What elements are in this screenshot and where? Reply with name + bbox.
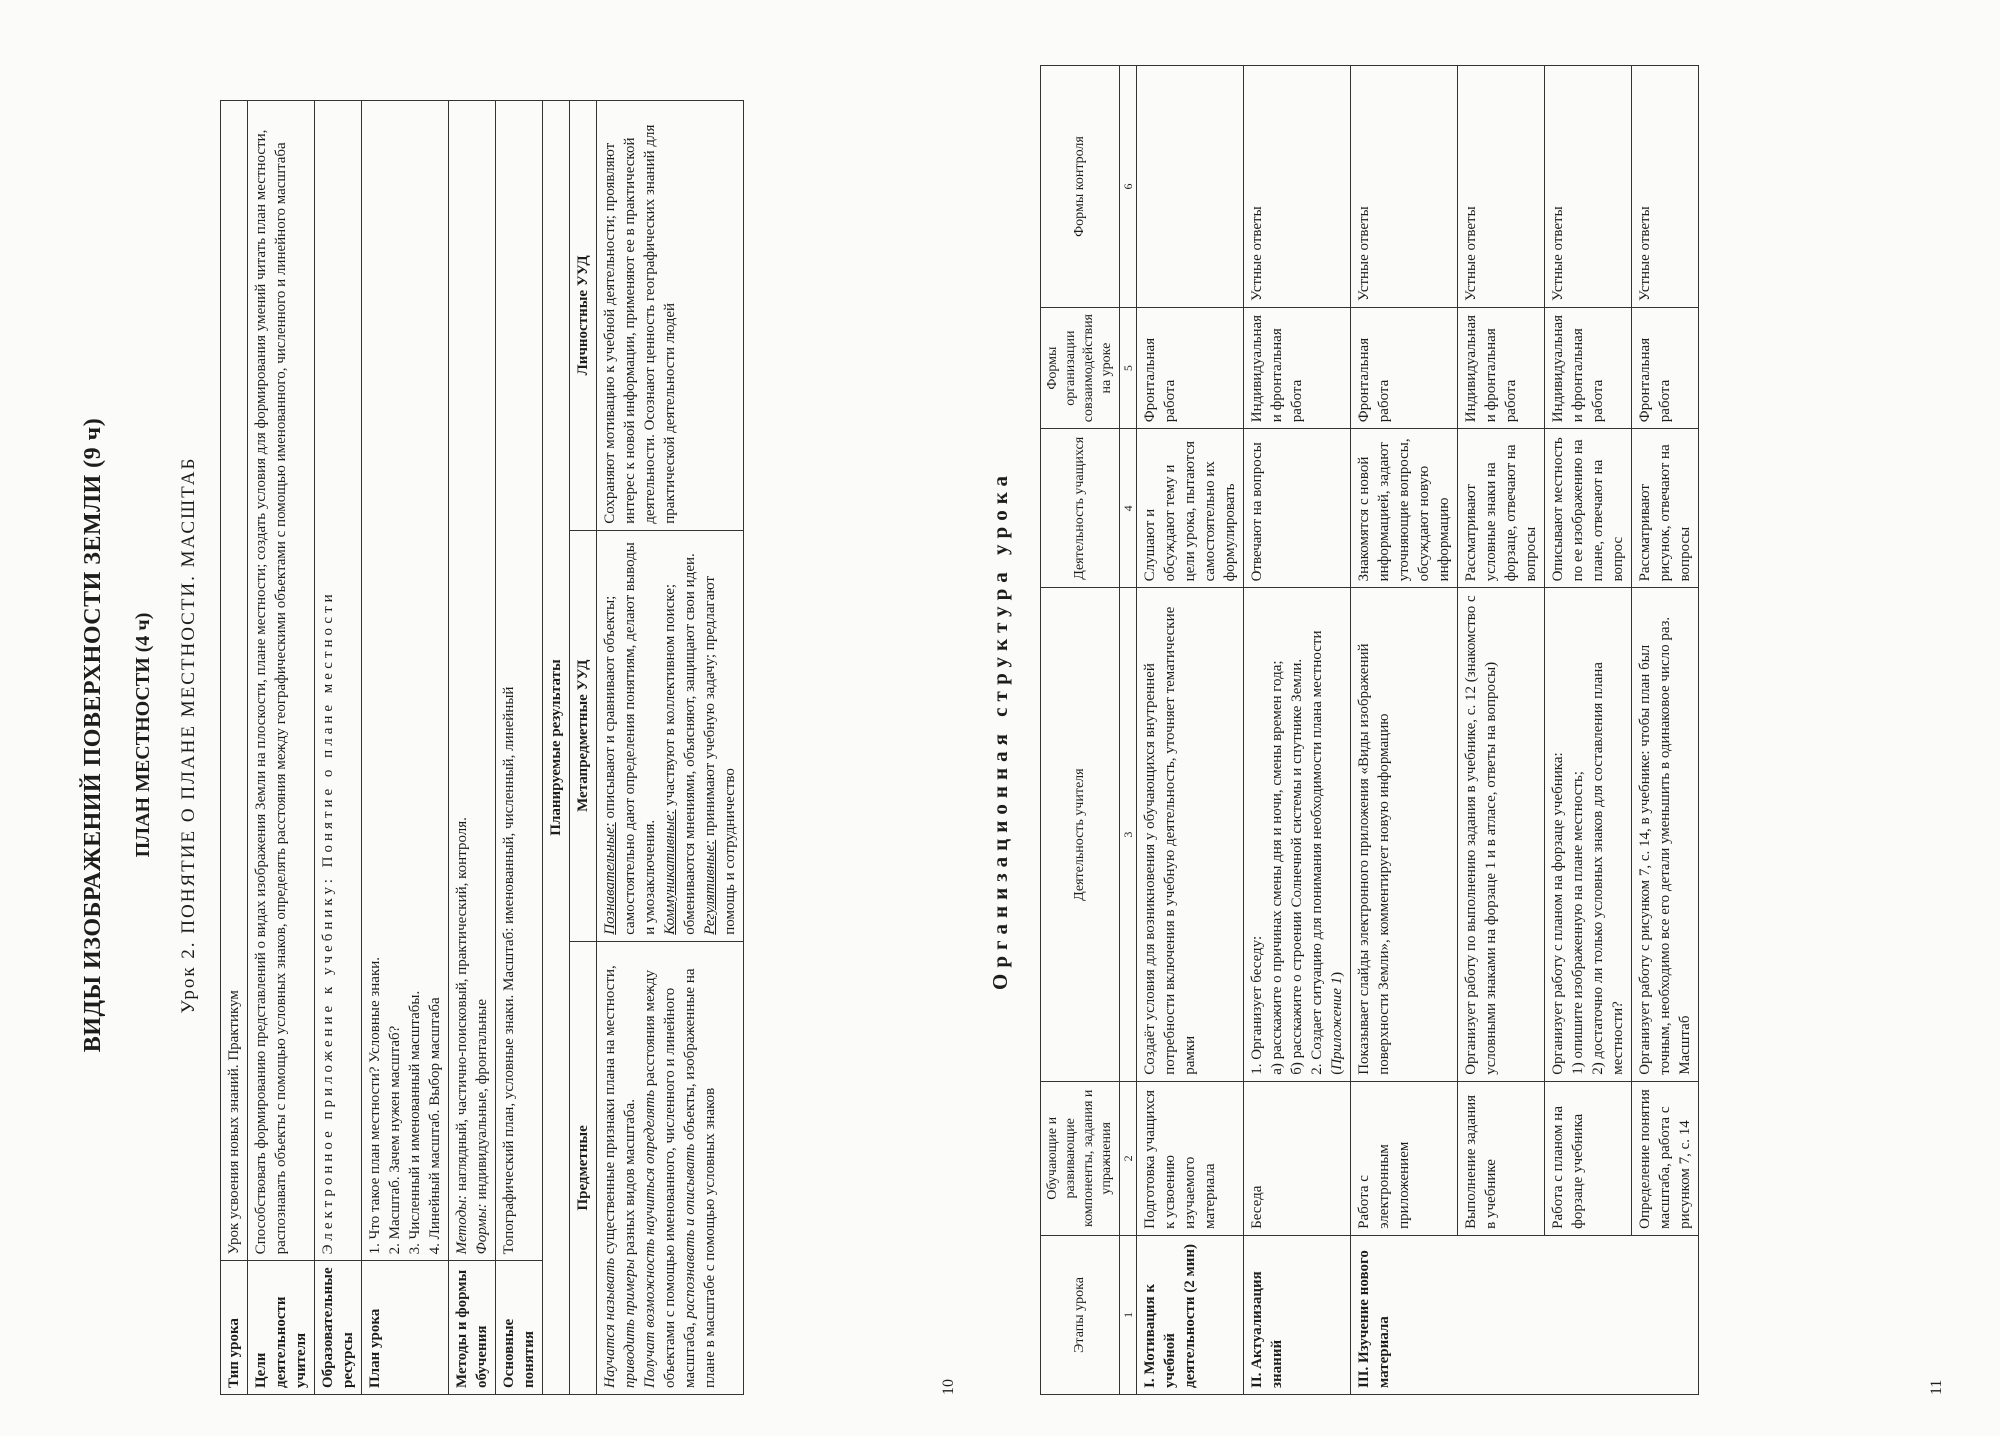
stage-cell: III. Изучение нового материала: [1351, 1235, 1699, 1394]
table-row: [597, 101, 744, 1395]
italic-text: Получат возможность научиться определять: [642, 1089, 658, 1388]
students-cell: Рассматривают рисунок, отвечают на вопросы: [1632, 429, 1699, 588]
lesson-plan: [362, 101, 449, 1261]
forms-cell: Фронтальная работа: [1137, 308, 1244, 429]
table-row: [449, 101, 496, 1395]
row-value: [449, 101, 496, 1261]
forms-cell: Индивидуальная и фронтальная работа: [1244, 308, 1351, 429]
plan-item: 3. Численный и именованный масштабы.: [407, 990, 423, 1255]
text: объекты, изображенные на плане в масштабе с помощью условных знаков: [682, 968, 718, 1388]
table-row: [362, 101, 449, 1395]
component-cell: Беседа: [1244, 1081, 1351, 1235]
text: ): [1329, 971, 1345, 977]
plan-item: 1. Что такое план местности? Условные знаки.: [367, 956, 383, 1255]
page-number: 10: [940, 1379, 957, 1395]
component-cell: Подготовка учащихся к усвоению изучаемого материала: [1137, 1081, 1244, 1235]
text: участвуют в коллективном поиске; обмениваются мнениями, объясняют, защищают свои идеи.: [662, 553, 698, 935]
col-subject-header: Предметные: [570, 941, 597, 1394]
header-number-row: [1120, 66, 1137, 1395]
header-cell: Обучающие и развивающие компоненты, задания и упражнения: [1041, 1081, 1120, 1235]
students-cell: Описывают местность по ее изображению на плане, отвечают на вопрос: [1545, 429, 1632, 588]
row-label: Цели деятельности учителя: [248, 1261, 315, 1395]
students-cell: Знакомятся с новой информацией, задают уточняющие вопросы, обсуждают новую информацию: [1351, 429, 1458, 588]
control-cell: Устные ответы: [1632, 66, 1699, 308]
lesson-title: Урок 2. ПОНЯТИЕ О ПЛАНЕ МЕСТНОСТИ. МАСШТАБ: [178, 456, 199, 1014]
header-number: 1: [1120, 1235, 1137, 1394]
row-label: Образовательные ресурсы: [315, 1261, 362, 1395]
teacher-line: 1. Организует беседу:: [1249, 935, 1265, 1075]
forms-cell: Индивидуальная и фронтальная работа: [1458, 308, 1545, 429]
chapter-title: ВИДЫ ИЗОБРАЖЕНИЙ ПОВЕРХНОСТИ ЗЕМЛИ (9 ч): [80, 417, 106, 1053]
teacher-line: 2) достаточно ли только условных знаков для составления плана местности?: [1590, 662, 1626, 1075]
meta-results: [597, 530, 744, 941]
italic-text: Научатся называть: [602, 1257, 618, 1388]
header-cell: Деятельность учащихся: [1041, 429, 1120, 588]
component-cell: Работа с планом на форзаце учебника: [1545, 1081, 1632, 1235]
row-label: Тип урока: [221, 1261, 248, 1395]
header-cell: Деятельность учителя: [1041, 588, 1120, 1081]
italic-text: Познавательные:: [602, 822, 618, 935]
row-label: Методы и формы обучения: [449, 1261, 496, 1395]
plan-item: 4. Линейный масштаб. Выбор масштаба: [427, 997, 443, 1255]
teacher-cell: Организует работу по выполнению задания в учебнике, с. 12 (знакомство с условными знаками на форзаце 1 и в атласе, ответы на вопросы): [1458, 588, 1545, 1081]
teacher-cell: Показывает слайды электронного приложения «Виды изображений поверхности Земли», комментирует новую информацию: [1351, 588, 1458, 1081]
table-row: [543, 101, 570, 1395]
results-header: Планируемые результаты: [543, 101, 570, 1395]
table-row: [248, 101, 315, 1395]
teacher-cell: Создаёт условия для возникновения у обучающихся внутренней потребности включения в учебную деятельность, уточняет тематические рамки: [1137, 588, 1244, 1081]
component-cell: Выполнение задания в учебнике: [1458, 1081, 1545, 1235]
teacher-line: б) расскажите о строении Солнечной системы и спутнике Земли.: [1289, 658, 1305, 1075]
students-cell: Отвечают на вопросы: [1244, 429, 1351, 588]
row-value: Электронное приложение к учебнику: Понятие о плане местности: [315, 101, 362, 1261]
teacher-line: Организует работу с планом на форзаце учебника:: [1550, 752, 1566, 1075]
italic-text: распознавать и описывать: [682, 1143, 698, 1319]
header-number: 4: [1120, 429, 1137, 588]
text: принимают учебную задачу; предлагают помощь и сотрудничество: [702, 576, 738, 935]
page-number: 11: [1928, 1379, 1945, 1395]
text: расстояния между объектами с помощью именованного, численного и линейного масштаба,: [642, 969, 698, 1388]
header-number: 6: [1120, 66, 1137, 308]
italic-text: Регулятивные:: [702, 839, 718, 935]
table-row: [570, 101, 597, 1395]
text: разных видов масштаба.: [622, 1099, 638, 1259]
text: описывают и сравнивают объекты; самостоятельно дают определения понятиям, делают выводы и умозаключения.: [602, 542, 658, 935]
left-page: [80, 50, 960, 1395]
teacher-line: 1) опишите изображенную на плане местность;: [1570, 771, 1586, 1075]
col-personal-header: Личностные УУД: [570, 101, 597, 531]
table-row: [221, 101, 248, 1395]
forms-prefix: Формы:: [474, 1203, 490, 1255]
personal-results: Сохраняют мотивацию к учебной деятельности; проявляют интерес к новой информации, применяют ее в практической деятельности. Осознают ценность географических знаний для практической деятельности людей: [597, 101, 744, 531]
stage-cell: I. Мотивация к учебной деятельности (2 мин): [1137, 1235, 1244, 1394]
row-label: Основные понятия: [496, 1261, 543, 1395]
teacher-line: а) расскажите о причинах смены дня и ночи, смены времен года;: [1269, 660, 1285, 1075]
teacher-cell: Организует работу с рисунком 7, с. 14, в учебнике: чтобы план был точным, необходимо все его детали уменьшить в одинаковое число раз. Масштаб: [1632, 588, 1699, 1081]
methods-value: наглядный, частично-поисковый, практический, контроля.: [454, 817, 470, 1195]
table-row: [1351, 66, 1458, 1395]
forms-value: индивидуальные, фронтальные: [474, 999, 490, 1204]
control-cell: Устные ответы: [1545, 66, 1632, 308]
section-title: ПЛАН МЕСТНОСТИ (4 ч): [132, 612, 154, 858]
forms-cell: Фронтальная работа: [1351, 308, 1458, 429]
header-number: 5: [1120, 308, 1137, 429]
control-cell: Устные ответы: [1351, 66, 1458, 308]
table-row: [315, 101, 362, 1395]
students-cell: Рассматривают условные знаки на форзаце, отвечают на вопросы: [1458, 429, 1545, 588]
appendix-ref: Приложение 1: [1329, 976, 1345, 1070]
row-value: Урок усвоения новых знаний. Практикум: [221, 101, 248, 1261]
teacher-line: [1307, 594, 1347, 1074]
teacher-cell: [1244, 588, 1351, 1081]
forms-cell: Фронтальная работа: [1632, 308, 1699, 429]
table-row: [1244, 66, 1351, 1395]
header-row: [1041, 66, 1120, 1395]
control-cell: Устные ответы: [1244, 66, 1351, 308]
row-label: План урока: [362, 1261, 449, 1395]
lesson-info-table: [220, 100, 744, 1395]
teacher-cell: [1545, 588, 1632, 1081]
header-number: 2: [1120, 1081, 1137, 1235]
students-cell: Слушают и обсуждают тему и цели урока, пытаются самостоятельно их формулировать: [1137, 429, 1244, 588]
structure-table: [1040, 65, 1699, 1395]
italic-text: Коммуникативные:: [662, 809, 678, 935]
forms-cell: Индивидуальная и фронтальная работа: [1545, 308, 1632, 429]
methods-prefix: Методы:: [454, 1194, 470, 1255]
header-number: 3: [1120, 588, 1137, 1081]
italic-text: приводить примеры: [622, 1258, 638, 1388]
table-row: [1458, 66, 1545, 1395]
control-cell: [1137, 66, 1244, 308]
text: существенные признаки плана на местности,: [602, 965, 618, 1258]
control-cell: Устные ответы: [1458, 66, 1545, 308]
col-meta-header: Метапредметные УУД: [570, 530, 597, 941]
header-cell: Формы контроля: [1041, 66, 1120, 308]
text: 2. Создает ситуацию для понимания необходимости плана местности (: [1309, 630, 1345, 1075]
stage-cell: II. Актуализация знаний: [1244, 1235, 1351, 1394]
component-cell: Работа с электронным приложением: [1351, 1081, 1458, 1235]
row-value: Топографический план, условные знаки. Масштаб: именованный, численный, линейный: [496, 101, 543, 1261]
header-cell: Этапы урока: [1041, 1235, 1120, 1394]
table-row: [1137, 66, 1244, 1395]
structure-title: Организационная структура урока: [988, 469, 1012, 991]
header-cell: Формы организации совзаимодействия на уроке: [1041, 308, 1120, 429]
row-value: Способствовать формированию представлений о видах изображения Земли на плоскости, плане местности; создать условия для формирования умений читать план местности, распознавать объекты с помощью условных знаков, определять расстояния между географическими объектами с помощью именованного, численного и линейного масштаба: [248, 101, 315, 1261]
subject-results: [597, 941, 744, 1394]
plan-item: 2. Масштаб. Зачем нужен масштаб?: [387, 1025, 403, 1255]
component-cell: Определение понятия масштаба, работа с рисунком 7, с. 14: [1632, 1081, 1699, 1235]
table-row: [1545, 66, 1632, 1395]
right-page: [988, 50, 1955, 1395]
table-row: [1632, 66, 1699, 1395]
table-row: [496, 101, 543, 1395]
